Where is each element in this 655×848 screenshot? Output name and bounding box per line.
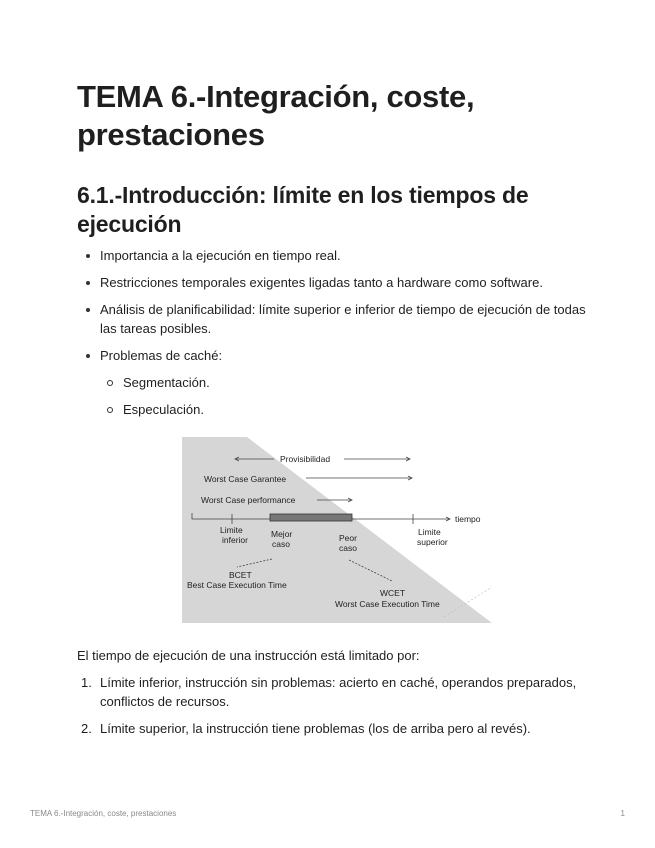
svg-text:superior: superior bbox=[417, 537, 448, 547]
svg-text:Peor: Peor bbox=[339, 533, 357, 543]
svg-text:tiempo: tiempo bbox=[455, 514, 481, 524]
svg-text:Limite: Limite bbox=[220, 525, 243, 535]
page-footer: TEMA 6.-Integración, coste, prestaciones bbox=[30, 809, 177, 818]
execution-time-diagram bbox=[182, 437, 492, 623]
svg-text:Mejor: Mejor bbox=[271, 529, 293, 539]
intro-paragraph: El tiempo de ejecución de una instrucción está limitado por: bbox=[77, 648, 420, 663]
svg-text:caso: caso bbox=[339, 543, 357, 553]
list-item: Importancia a la ejecución en tiempo real. bbox=[77, 246, 587, 265]
svg-text:Worst Case performance: Worst Case performance bbox=[201, 495, 296, 505]
execution-range-bar bbox=[270, 514, 352, 521]
list-item: 1. Límite inferior, instrucción sin problemas: acierto en caché, operandos preparados, conflictos de recursos. bbox=[81, 675, 577, 709]
list-item: Restricciones temporales exigentes ligadas tanto a hardware como software. bbox=[77, 273, 587, 292]
svg-text:Limite: Limite bbox=[418, 527, 441, 537]
svg-text:WCET: WCET bbox=[380, 588, 406, 598]
svg-text:Worst Case Execution Time: Worst Case Execution Time bbox=[335, 599, 440, 609]
svg-text:inferior: inferior bbox=[222, 535, 248, 545]
list-item: 2. Límite superior, la instrucción tiene problemas (los de arriba pero al revés). bbox=[81, 721, 531, 736]
page-title: TEMA 6.-Integración, coste, prestaciones bbox=[77, 79, 475, 152]
section-heading: 6.1.-Introducción: límite en los tiempos de ejecución bbox=[77, 182, 529, 237]
svg-text:BCET: BCET bbox=[229, 570, 252, 580]
svg-text:Best Case Execution Time: Best Case Execution Time bbox=[187, 580, 287, 590]
numbered-list bbox=[77, 673, 577, 746]
sub-list bbox=[100, 373, 587, 419]
bullet-list bbox=[77, 246, 587, 427]
svg-text:caso: caso bbox=[272, 539, 290, 549]
page-number: 1 bbox=[620, 809, 625, 818]
list-item: Problemas de caché: Segmentación. Especulación. bbox=[77, 346, 587, 419]
list-item: Análisis de planificabilidad: límite superior e inferior de tiempo de ejecución de todas las tareas posibles. bbox=[77, 300, 587, 338]
svg-text:Worst Case Garantee: Worst Case Garantee bbox=[204, 474, 287, 484]
svg-text:Provisibilidad: Provisibilidad bbox=[280, 454, 331, 464]
list-item: Especulación. bbox=[100, 400, 587, 419]
list-item: Segmentación. bbox=[100, 373, 587, 392]
